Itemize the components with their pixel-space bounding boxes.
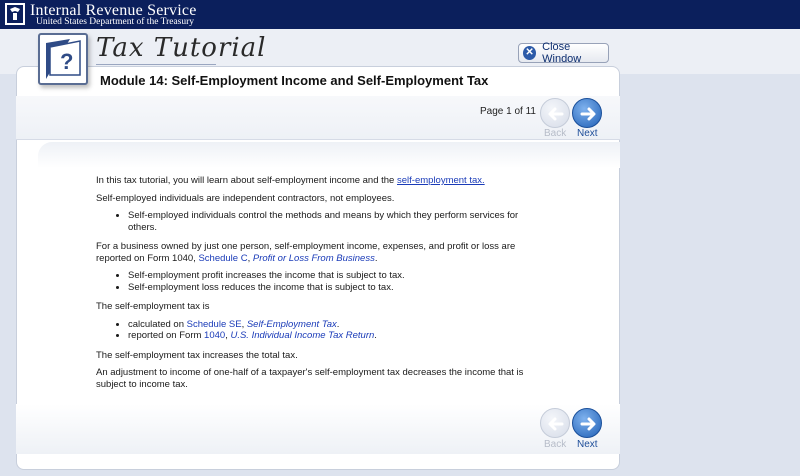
- bullet-list-2: [128, 270, 546, 293]
- next-label-bottom[interactable]: Next: [577, 439, 598, 450]
- list-item: • Self-employment profit increases the income that is subject to tax.: [128, 270, 546, 282]
- close-circle-icon: ✕: [523, 46, 536, 60]
- schedule-c-link[interactable]: Schedule C: [198, 252, 248, 264]
- profit-loss-link[interactable]: Profit or Loss From Business: [252, 252, 375, 264]
- irs-eagle-logo-icon: [4, 2, 26, 26]
- arrow-right-icon: [578, 104, 598, 124]
- self-employment-tax-link[interactable]: self-employment tax.: [397, 175, 485, 186]
- list-item: • reported on Form 1040, U.S. Individual Income Tax Return.: [128, 330, 546, 342]
- close-window-label: Close Window: [542, 41, 582, 65]
- tutorial-logo: [38, 33, 88, 85]
- list-item: • calculated on Schedule SE, Self-Employment Tax.: [128, 319, 546, 331]
- paragraph-se-tax-is: The self-employment tax is: [96, 301, 210, 312]
- intro-paragraph: In this tax tutorial, you will learn about self-employment income and the self-employment tax.: [96, 175, 485, 186]
- top-nav-strip: [16, 96, 620, 140]
- arrow-left-icon: [546, 104, 566, 124]
- app-title: Tax Tutorial: [96, 33, 267, 63]
- next-label-top[interactable]: Next: [577, 128, 598, 139]
- bullet-list-1: [128, 210, 546, 233]
- irs-title: Internal Revenue Service: [30, 2, 197, 19]
- content-top-curve: [38, 142, 620, 168]
- individual-income-tax-return-link[interactable]: U.S. Individual Income Tax Return: [230, 330, 375, 341]
- paragraph-adjustment: An adjustment to income of one-half of a taxpayer's self-employment tax decreases the income that is subject to income tax.: [96, 367, 524, 390]
- list-item: • Self-employment loss reduces the income that is subject to tax.: [128, 282, 546, 294]
- page-indicator: Page 1 of 11: [480, 106, 536, 117]
- arrow-left-icon: [546, 414, 566, 434]
- title-underline: [96, 64, 216, 65]
- paragraph-contractors: Self-employed individuals are independent contractors, not employees.: [96, 192, 395, 204]
- schedule-se-link[interactable]: Schedule SE: [186, 318, 242, 330]
- back-button-bottom[interactable]: [540, 408, 570, 438]
- next-button-top[interactable]: [572, 98, 602, 128]
- form-1040-link[interactable]: 1040: [204, 330, 226, 341]
- svg-text:?: ?: [60, 49, 74, 74]
- question-mark-icon: [40, 35, 86, 83]
- tutorial-content: [96, 175, 546, 396]
- self-employment-tax-form-link[interactable]: Self-Employment Tax: [246, 318, 337, 330]
- back-button-top[interactable]: [540, 98, 570, 128]
- module-title: Module 14: Self-Employment Income and Self-Employment Tax: [100, 73, 489, 88]
- back-label-bottom[interactable]: Back: [544, 439, 567, 450]
- bottom-nav-strip: [16, 404, 620, 454]
- irs-subtitle: United States Department of the Treasury: [36, 17, 195, 27]
- back-label-top[interactable]: Back: [544, 128, 567, 139]
- bullet-list-3: [128, 319, 546, 342]
- list-item: • Self-employed individuals control the methods and means by which they perform services for others.: [128, 210, 546, 233]
- irs-header-bar: [0, 0, 800, 29]
- paragraph-schedule-c: For a business owned by just one person, self-employment income, expenses, and profit or loss are reported on Form 1040, Schedule C, Profit or Loss From Business.: [96, 241, 516, 264]
- next-button-bottom[interactable]: [572, 408, 602, 438]
- arrow-right-icon: [578, 414, 598, 434]
- close-window-button[interactable]: [518, 43, 609, 63]
- paragraph-total-tax: The self-employment tax increases the total tax.: [96, 349, 298, 361]
